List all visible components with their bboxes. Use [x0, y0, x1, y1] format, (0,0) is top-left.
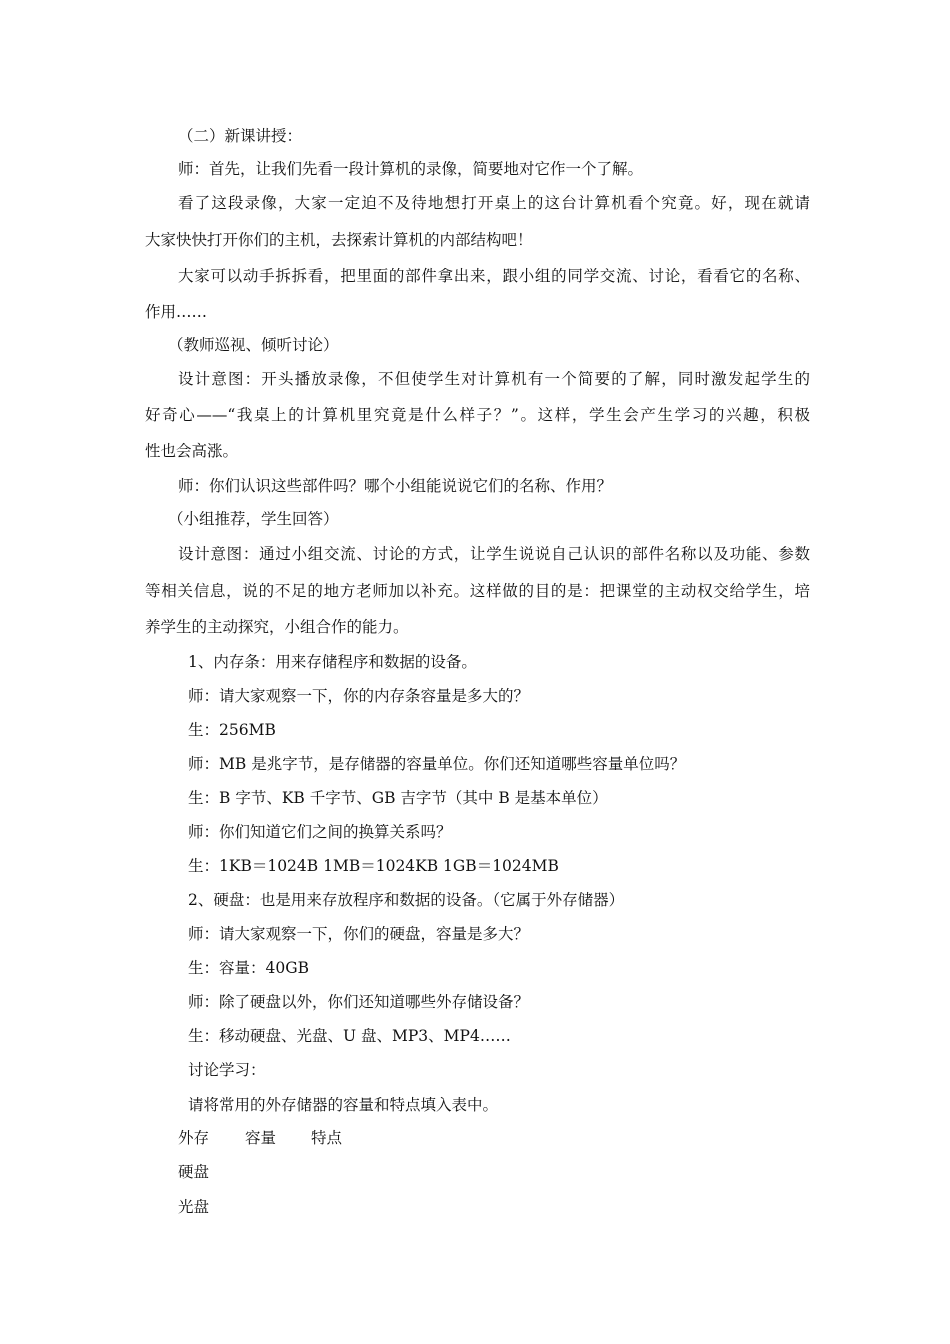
paragraph: 1、内存条：用来存储程序和数据的设备。	[188, 653, 477, 671]
paragraph: 设计意图：通过小组交流、讨论的方式，让学生说说自己认识的部件名称以及功能、参数	[178, 545, 810, 563]
paragraph: 师：你们认识这些部件吗？哪个小组能说说它们的名称、作用？	[178, 477, 613, 495]
paragraph: 师：MB 是兆字节，是存储器的容量单位。你们还知道哪些容量单位吗？	[188, 755, 686, 773]
paragraph: 性也会高涨。	[145, 442, 239, 460]
table-row: 光盘	[178, 1198, 210, 1216]
paragraph: 请将常用的外存储器的容量和特点填入表中。	[188, 1096, 499, 1114]
paragraph: 生：256MB	[188, 721, 276, 739]
paragraph: 生：B 字节、KB 千字节、GB 吉字节（其中 B 是基本单位）	[188, 789, 608, 807]
table-header: 容量	[245, 1129, 277, 1147]
paragraph: 讨论学习：	[188, 1061, 266, 1079]
table-header: 特点	[311, 1129, 343, 1147]
paragraph: 养学生的主动探究，小组合作的能力。	[145, 618, 409, 636]
paragraph: 看了这段录像，大家一定迫不及待地想打开桌上的这台计算机看个究竟。好，现在就请	[178, 194, 810, 212]
paragraph: 师：你们知道它们之间的换算关系吗？	[188, 823, 452, 841]
paragraph: 等相关信息，说的不足的地方老师加以补充。这样做的目的是：把课堂的主动权交给学生，培	[145, 582, 810, 600]
paragraph: 师：请大家观察一下，你的内存条容量是多大的？	[188, 687, 530, 705]
paragraph: 2、硬盘：也是用来存放程序和数据的设备。（它属于外存储器）	[188, 891, 625, 909]
paragraph: 作用……	[145, 303, 208, 321]
table-header: 外存	[178, 1129, 210, 1147]
paragraph: 师：请大家观察一下，你们的硬盘，容量是多大？	[188, 925, 530, 943]
paragraph: 师：除了硬盘以外，你们还知道哪些外存储设备？	[188, 993, 530, 1011]
section-heading: （二）新课讲授：	[178, 127, 303, 145]
table-row: 硬盘	[178, 1163, 210, 1181]
paragraph: 大家快快打开你们的主机，去探索计算机的内部结构吧！	[145, 231, 533, 249]
paragraph: 生：容量：40GB	[188, 959, 309, 977]
paragraph: （小组推荐，学生回答）	[168, 510, 339, 528]
paragraph: 好奇心——“我桌上的计算机里究竟是什么样子？”。这样，学生会产生学习的兴趣，积极	[145, 406, 810, 424]
paragraph: 生：移动硬盘、光盘、U 盘、MP3、MP4……	[188, 1027, 511, 1045]
paragraph: 大家可以动手拆拆看，把里面的部件拿出来，跟小组的同学交流、讨论，看看它的名称、	[178, 267, 810, 285]
paragraph: （教师巡视、倾听讨论）	[168, 336, 339, 354]
paragraph: 师：首先，让我们先看一段计算机的录像，简要地对它作一个了解。	[178, 160, 644, 178]
paragraph: 设计意图：开头播放录像，不但使学生对计算机有一个简要的了解，同时激发起学生的	[178, 370, 810, 388]
paragraph: 生：1KB＝1024B 1MB＝1024KB 1GB＝1024MB	[188, 857, 559, 875]
